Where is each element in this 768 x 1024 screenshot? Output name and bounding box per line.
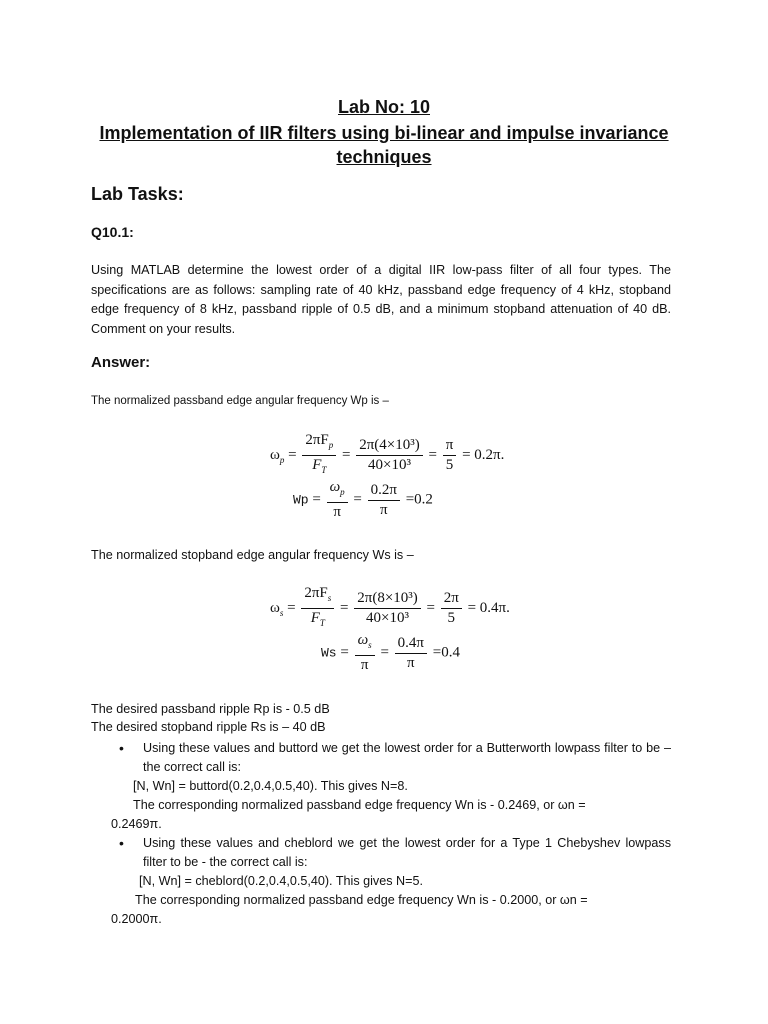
result-text: The corresponding normalized passband edge frequency Wn is - 0.2000, or ωn = xyxy=(135,893,588,907)
passband-equation-wp: Wp = $\frac{\omega_p}{\pi}$ = $\frac{0.2\pi}{\pi}$ =0.2 xyxy=(293,479,433,520)
result-text: The corresponding normalized passband edge frequency Wn is - 0.2469, or ωn = xyxy=(133,798,586,812)
bullet-icon: • xyxy=(119,740,124,756)
eq-result: = 0.2π. xyxy=(462,446,505,463)
eq-result: =0.2 xyxy=(405,491,433,508)
lab-title-line1: Implementation of IIR filters using bi-linear and impulse invariance xyxy=(99,123,669,143)
lab-tasks-heading: Lab Tasks: xyxy=(91,184,184,204)
list-item xyxy=(91,834,671,929)
bullet-icon: • xyxy=(119,835,124,851)
question-text: Using MATLAB determine the lowest order of a digital IIR low-pass filter of all four types. The specifications are as follows: sampling rate of 40 kHz, passband edge frequency of 4 kHz, stopband edge frequency of 8 kHz, passband ripple of 0.5 dB, and a minimum stopband attenuation of 40 dB. Comment on your results. xyxy=(91,263,671,336)
eq-fraction: $\frac{\text{2π(4×10³)}}{\text{40×10³}}$ xyxy=(356,436,423,475)
eq-result: =0.4 xyxy=(432,644,460,661)
stopband-ripple-line: The desired stopband ripple Rs is – 40 dB xyxy=(91,720,326,734)
passband-ripple-line: The desired passband ripple Rp is - 0.5 dB xyxy=(91,702,330,716)
eq-lhs: $\omega_p$ xyxy=(270,446,285,465)
lab-number-heading: Lab No: 10 xyxy=(337,97,430,117)
eq-lhs: Ws xyxy=(321,645,337,661)
eq-fraction: $\frac{\text{2π(8×10³)}}{\text{40×10³}}$ xyxy=(354,589,421,628)
result-continuation: 0.2000π. xyxy=(111,912,162,926)
passband-intro: The normalized passband edge angular frequency Wp is – xyxy=(91,395,389,407)
eq-result: = 0.4π. xyxy=(467,599,510,616)
lab-title-line2: techniques xyxy=(336,147,432,167)
eq-fraction: $\frac{0.2\pi}{\pi}$ xyxy=(368,481,400,520)
eq-fraction: $\frac{2\pi F_s}{F_T}$ xyxy=(301,584,334,633)
eq-fraction: $\frac{\omega_s}{\pi}$ xyxy=(355,631,375,675)
passband-equation-omega: $\omega_p$ = $\frac{2\pi F_p}{F_T}$ = $\frac{\text{2π(4×10³)}}{\text{40×10³}}$ = $\frac{\pi}{5}$ = 0.2π. xyxy=(270,431,504,480)
eq-fraction: $\frac{0.4\pi}{\pi}$ xyxy=(395,634,427,673)
bullet-text: • Using these values and cheblord we get the lowest order for a Type 1 Chebyshev lowpass filter to be - the correct call is: xyxy=(119,835,671,869)
eq-fraction: $\frac{2\pi F_p}{F_T}$ xyxy=(302,431,336,480)
matlab-call: [N, Wn] = cheblord(0.2,0.4,0.5,40). This gives N=5. xyxy=(139,874,423,888)
list-item xyxy=(91,739,671,834)
stopband-equation-ws: Ws = $\frac{\omega_s}{\pi}$ = $\frac{0.4\pi}{\pi}$ =0.4 xyxy=(321,632,460,673)
eq-fraction: $\frac{2\pi}{5}$ xyxy=(441,589,462,628)
result-continuation: 0.2469π. xyxy=(111,817,162,831)
matlab-call: [N, Wn] = buttord(0.2,0.4,0.5,40). This gives N=8. xyxy=(133,779,408,793)
eq-lhs: Wp xyxy=(293,492,309,508)
eq-fraction: $\frac{\omega_p}{\pi}$ xyxy=(327,478,348,522)
eq-lhs: $\omega_s$ xyxy=(270,599,284,618)
eq-fraction: $\frac{\pi}{5}$ xyxy=(443,436,457,475)
stopband-intro: The normalized stopband edge angular frequency Ws is – xyxy=(91,548,414,562)
answer-heading: Answer: xyxy=(91,354,151,371)
stopband-equation-omega: $\omega_s$ = $\frac{2\pi F_s}{F_T}$ = $\frac{\text{2π(8×10³)}}{\text{40×10³}}$ = $\frac{2\pi}{5}$ = 0.4π. xyxy=(270,584,510,633)
bullet-text: • Using these values and buttord we get the lowest order for a Butterworth lowpass filter to be – the correct call is: xyxy=(119,740,671,774)
question-label: Q10.1: xyxy=(91,224,134,240)
